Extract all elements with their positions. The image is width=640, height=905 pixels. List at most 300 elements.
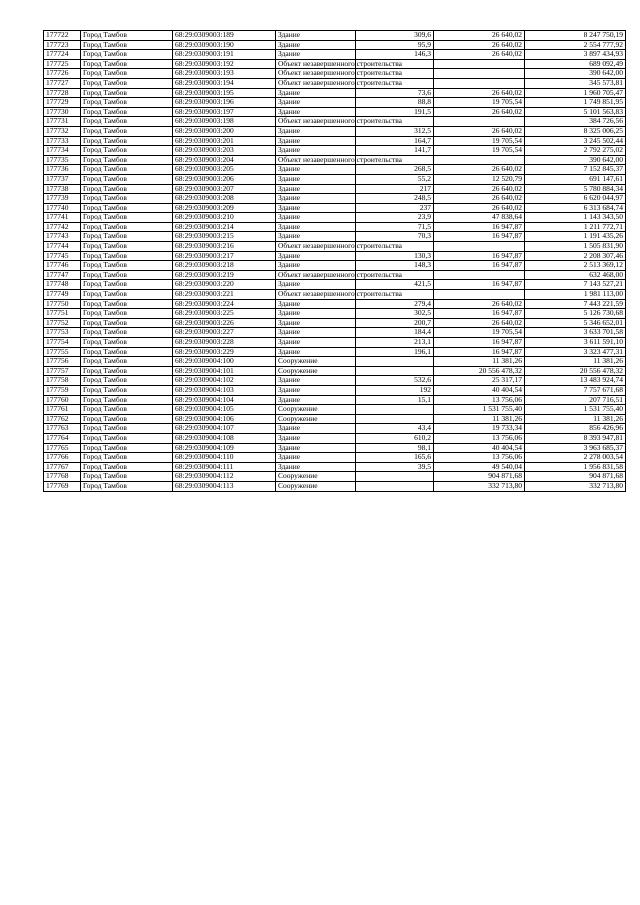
object-area: 98,1	[356, 443, 434, 453]
municipality: Город Тамбов	[81, 309, 173, 319]
municipality: Город Тамбов	[81, 88, 173, 98]
row-number: 177745	[44, 251, 81, 261]
object-type: Здание	[276, 194, 356, 204]
row-number: 177754	[44, 338, 81, 348]
row-number: 177729	[44, 98, 81, 108]
object-area: 95,9	[356, 40, 434, 50]
object-type: Здание	[276, 31, 356, 41]
specific-value: 19 705,54	[434, 136, 525, 146]
row-number: 177761	[44, 405, 81, 415]
cadastral-number: 68:29:0309003:206	[173, 174, 276, 184]
object-area: 71,5	[356, 222, 434, 232]
table-body	[44, 31, 626, 492]
cadastral-number: 68:29:0309003:208	[173, 194, 276, 204]
row-number: 177736	[44, 165, 81, 175]
cadastral-number: 68:29:0309003:200	[173, 126, 276, 136]
cadastral-number: 68:29:0309004:103	[173, 385, 276, 395]
table-row	[44, 184, 626, 194]
table-row	[44, 347, 626, 357]
object-area: 70,3	[356, 232, 434, 242]
row-number: 177728	[44, 88, 81, 98]
cadastral-value: 3 633 701,58	[525, 328, 626, 338]
cadastral-number: 68:29:0309003:214	[173, 222, 276, 232]
object-area	[356, 481, 434, 491]
object-type: Здание	[276, 453, 356, 463]
table-row	[44, 472, 626, 482]
cadastral-number: 68:29:0309003:189	[173, 31, 276, 41]
row-number: 177730	[44, 107, 81, 117]
cadastral-value: 1 191 435,26	[525, 232, 626, 242]
cadastral-value: 8 325 006,25	[525, 126, 626, 136]
specific-value: 11 381,26	[434, 357, 525, 367]
cadastral-value: 8 393 947,81	[525, 433, 626, 443]
object-area: 248,5	[356, 194, 434, 204]
cadastral-value: 632 468,00	[525, 270, 626, 280]
municipality: Город Тамбов	[81, 174, 173, 184]
municipality: Город Тамбов	[81, 232, 173, 242]
row-number: 177751	[44, 309, 81, 319]
specific-value: 47 838,64	[434, 213, 525, 223]
object-type: Здание	[276, 261, 356, 271]
specific-value: 19 705,54	[434, 98, 525, 108]
cadastral-value: 3 323 477,31	[525, 347, 626, 357]
cadastral-number: 68:29:0309003:193	[173, 69, 276, 79]
object-area: 165,6	[356, 453, 434, 463]
row-number: 177724	[44, 50, 81, 60]
cadastral-value: 5 780 884,34	[525, 184, 626, 194]
specific-value	[434, 69, 525, 79]
municipality: Город Тамбов	[81, 357, 173, 367]
object-area: 279,4	[356, 299, 434, 309]
row-number: 177748	[44, 280, 81, 290]
cadastral-value: 691 147,61	[525, 174, 626, 184]
row-number: 177755	[44, 347, 81, 357]
table-row	[44, 299, 626, 309]
row-number: 177749	[44, 290, 81, 300]
object-type: Здание	[276, 203, 356, 213]
specific-value: 332 713,80	[434, 481, 525, 491]
specific-value: 20 556 478,32	[434, 366, 525, 376]
row-number: 177769	[44, 481, 81, 491]
municipality: Город Тамбов	[81, 203, 173, 213]
table-row	[44, 222, 626, 232]
cadastral-number: 68:29:0309004:104	[173, 395, 276, 405]
specific-value: 25 317,17	[434, 376, 525, 386]
object-type: Здание	[276, 146, 356, 156]
row-number: 177740	[44, 203, 81, 213]
object-area: 191,5	[356, 107, 434, 117]
specific-value: 16 947,87	[434, 251, 525, 261]
cadastral-value: 7 143 527,21	[525, 280, 626, 290]
cadastral-value: 20 556 478,32	[525, 366, 626, 376]
object-area: 532,6	[356, 376, 434, 386]
cadastral-value: 2 554 777,92	[525, 40, 626, 50]
cadastral-value: 5 101 563,83	[525, 107, 626, 117]
specific-value: 26 640,02	[434, 299, 525, 309]
cadastral-value: 7 443 221,59	[525, 299, 626, 309]
cadastral-number: 68:29:0309003:197	[173, 107, 276, 117]
table-row	[44, 405, 626, 415]
object-type: Здание	[276, 88, 356, 98]
row-number: 177762	[44, 414, 81, 424]
cadastral-number: 68:29:0309003:210	[173, 213, 276, 223]
object-type: Объект незавершенного строительства	[276, 242, 356, 252]
row-number: 177750	[44, 299, 81, 309]
object-area: 164,7	[356, 136, 434, 146]
cadastral-number: 68:29:0309004:105	[173, 405, 276, 415]
object-area: 39,5	[356, 462, 434, 472]
cadastral-number: 68:29:0309003:205	[173, 165, 276, 175]
object-type: Объект незавершенного строительства	[276, 290, 356, 300]
object-type: Объект незавершенного строительства	[276, 69, 356, 79]
table-row	[44, 453, 626, 463]
object-area: 148,3	[356, 261, 434, 271]
specific-value: 13 756,06	[434, 395, 525, 405]
cadastral-number: 68:29:0309004:101	[173, 366, 276, 376]
cadastral-value: 3 611 591,10	[525, 338, 626, 348]
municipality: Город Тамбов	[81, 146, 173, 156]
cadastral-value: 1 956 831,58	[525, 462, 626, 472]
table-row	[44, 270, 626, 280]
object-type: Здание	[276, 338, 356, 348]
object-type: Здание	[276, 376, 356, 386]
cadastral-value: 1 531 755,40	[525, 405, 626, 415]
municipality: Город Тамбов	[81, 40, 173, 50]
specific-value: 26 640,02	[434, 31, 525, 41]
row-number: 177727	[44, 78, 81, 88]
cadastral-number: 68:29:0309004:109	[173, 443, 276, 453]
table-row	[44, 443, 626, 453]
object-area: 309,6	[356, 31, 434, 41]
row-number: 177758	[44, 376, 81, 386]
specific-value: 16 947,87	[434, 309, 525, 319]
object-type: Здание	[276, 222, 356, 232]
municipality: Город Тамбов	[81, 184, 173, 194]
row-number: 177759	[44, 385, 81, 395]
row-number: 177738	[44, 184, 81, 194]
table-row	[44, 366, 626, 376]
cadastral-number: 68:29:0309004:111	[173, 462, 276, 472]
municipality: Город Тамбов	[81, 213, 173, 223]
object-area: 302,5	[356, 309, 434, 319]
cadastral-number: 68:29:0309004:113	[173, 481, 276, 491]
municipality: Город Тамбов	[81, 424, 173, 434]
specific-value: 19 733,34	[434, 424, 525, 434]
row-number: 177735	[44, 155, 81, 165]
municipality: Город Тамбов	[81, 59, 173, 69]
table-row	[44, 194, 626, 204]
cadastral-number: 68:29:0309003:204	[173, 155, 276, 165]
object-type: Здание	[276, 126, 356, 136]
cadastral-value: 207 716,51	[525, 395, 626, 405]
object-area: 55,2	[356, 174, 434, 184]
table-row	[44, 174, 626, 184]
table-row	[44, 462, 626, 472]
object-area: 213,1	[356, 338, 434, 348]
municipality: Город Тамбов	[81, 222, 173, 232]
municipality: Город Тамбов	[81, 31, 173, 41]
row-number: 177767	[44, 462, 81, 472]
object-type: Сооружение	[276, 472, 356, 482]
row-number: 177732	[44, 126, 81, 136]
cadastral-value: 2 208 307,46	[525, 251, 626, 261]
row-number: 177752	[44, 318, 81, 328]
cadastral-number: 68:29:0309003:225	[173, 309, 276, 319]
cadastral-value: 689 092,49	[525, 59, 626, 69]
object-area: 184,4	[356, 328, 434, 338]
object-type: Здание	[276, 174, 356, 184]
municipality: Город Тамбов	[81, 117, 173, 127]
row-number: 177741	[44, 213, 81, 223]
object-area: 146,3	[356, 50, 434, 60]
object-area: 312,5	[356, 126, 434, 136]
cadastral-number: 68:29:0309003:195	[173, 88, 276, 98]
municipality: Город Тамбов	[81, 165, 173, 175]
table-row	[44, 309, 626, 319]
municipality: Город Тамбов	[81, 462, 173, 472]
cadastral-number: 68:29:0309004:106	[173, 414, 276, 424]
municipality: Город Тамбов	[81, 433, 173, 443]
municipality: Город Тамбов	[81, 472, 173, 482]
object-type: Здание	[276, 98, 356, 108]
row-number: 177768	[44, 472, 81, 482]
table-row	[44, 433, 626, 443]
row-number: 177764	[44, 433, 81, 443]
object-area: 43,4	[356, 424, 434, 434]
specific-value: 26 640,02	[434, 40, 525, 50]
cadastral-number: 68:29:0309003:229	[173, 347, 276, 357]
municipality: Город Тамбов	[81, 126, 173, 136]
specific-value	[434, 59, 525, 69]
object-type: Здание	[276, 136, 356, 146]
cadastral-value: 7 757 671,68	[525, 385, 626, 395]
table-row	[44, 31, 626, 41]
cadastral-value: 1 749 851,95	[525, 98, 626, 108]
municipality: Город Тамбов	[81, 385, 173, 395]
object-type: Здание	[276, 299, 356, 309]
object-type: Здание	[276, 165, 356, 175]
cadastral-value: 3 963 685,37	[525, 443, 626, 453]
specific-value: 16 947,87	[434, 280, 525, 290]
cadastral-value: 345 573,81	[525, 78, 626, 88]
cadastral-number: 68:29:0309003:190	[173, 40, 276, 50]
row-number: 177747	[44, 270, 81, 280]
row-number: 177756	[44, 357, 81, 367]
cadastral-value: 6 620 044,97	[525, 194, 626, 204]
specific-value: 26 640,02	[434, 165, 525, 175]
cadastral-value: 1 211 772,71	[525, 222, 626, 232]
object-area: 610,2	[356, 433, 434, 443]
row-number: 177765	[44, 443, 81, 453]
table-row	[44, 251, 626, 261]
object-type: Здание	[276, 318, 356, 328]
municipality: Город Тамбов	[81, 78, 173, 88]
table-row	[44, 395, 626, 405]
row-number: 177742	[44, 222, 81, 232]
object-type: Здание	[276, 251, 356, 261]
cadastral-value: 6 313 684,74	[525, 203, 626, 213]
row-number: 177737	[44, 174, 81, 184]
object-area: 88,8	[356, 98, 434, 108]
municipality: Город Тамбов	[81, 443, 173, 453]
cadastral-number: 68:29:0309003:194	[173, 78, 276, 88]
table-row	[44, 242, 626, 252]
cadastral-number: 68:29:0309003:215	[173, 232, 276, 242]
municipality: Город Тамбов	[81, 280, 173, 290]
cadastral-number: 68:29:0309003:220	[173, 280, 276, 290]
table-row	[44, 40, 626, 50]
municipality: Город Тамбов	[81, 481, 173, 491]
specific-value: 13 756,06	[434, 453, 525, 463]
municipality: Город Тамбов	[81, 347, 173, 357]
cadastral-value: 2 278 003,54	[525, 453, 626, 463]
row-number: 177746	[44, 261, 81, 271]
specific-value: 26 640,02	[434, 126, 525, 136]
row-number: 177725	[44, 59, 81, 69]
municipality: Город Тамбов	[81, 405, 173, 415]
object-type: Здание	[276, 309, 356, 319]
specific-value: 16 947,87	[434, 347, 525, 357]
row-number: 177757	[44, 366, 81, 376]
specific-value: 26 640,02	[434, 194, 525, 204]
object-type: Сооружение	[276, 481, 356, 491]
specific-value: 40 404,54	[434, 385, 525, 395]
cadastral-number: 68:29:0309003:217	[173, 251, 276, 261]
cadastral-value-table	[43, 30, 626, 492]
cadastral-number: 68:29:0309004:100	[173, 357, 276, 367]
cadastral-value: 390 642,00	[525, 155, 626, 165]
cadastral-number: 68:29:0309004:108	[173, 433, 276, 443]
cadastral-value: 384 726,56	[525, 117, 626, 127]
cadastral-number: 68:29:0309003:218	[173, 261, 276, 271]
row-number: 177753	[44, 328, 81, 338]
object-type: Здание	[276, 433, 356, 443]
cadastral-value: 2 513 369,12	[525, 261, 626, 271]
municipality: Город Тамбов	[81, 376, 173, 386]
object-type: Здание	[276, 462, 356, 472]
municipality: Город Тамбов	[81, 328, 173, 338]
table-row	[44, 126, 626, 136]
cadastral-value: 1 143 343,50	[525, 213, 626, 223]
object-area	[356, 357, 434, 367]
row-number: 177743	[44, 232, 81, 242]
object-type: Здание	[276, 107, 356, 117]
object-type: Здание	[276, 328, 356, 338]
object-type: Сооружение	[276, 366, 356, 376]
cadastral-value: 3 897 434,93	[525, 50, 626, 60]
table-row	[44, 481, 626, 491]
specific-value: 16 947,87	[434, 261, 525, 271]
table-row	[44, 155, 626, 165]
row-number: 177763	[44, 424, 81, 434]
cadastral-number: 68:29:0309003:203	[173, 146, 276, 156]
specific-value: 1 531 755,40	[434, 405, 525, 415]
cadastral-value: 390 642,00	[525, 69, 626, 79]
specific-value: 19 705,54	[434, 146, 525, 156]
object-type: Здание	[276, 50, 356, 60]
object-type: Объект незавершенного строительства	[276, 155, 356, 165]
object-type: Здание	[276, 347, 356, 357]
object-area: 141,7	[356, 146, 434, 156]
cadastral-value: 856 426,96	[525, 424, 626, 434]
cadastral-number: 68:29:0309004:102	[173, 376, 276, 386]
row-number: 177739	[44, 194, 81, 204]
object-area: 237	[356, 203, 434, 213]
cadastral-number: 68:29:0309003:192	[173, 59, 276, 69]
object-type: Здание	[276, 385, 356, 395]
cadastral-number: 68:29:0309003:198	[173, 117, 276, 127]
table-row	[44, 98, 626, 108]
municipality: Город Тамбов	[81, 242, 173, 252]
cadastral-number: 68:29:0309003:226	[173, 318, 276, 328]
row-number: 177731	[44, 117, 81, 127]
table-row	[44, 261, 626, 271]
municipality: Город Тамбов	[81, 366, 173, 376]
object-area: 200,7	[356, 318, 434, 328]
object-type: Сооружение	[276, 405, 356, 415]
municipality: Город Тамбов	[81, 107, 173, 117]
municipality: Город Тамбов	[81, 395, 173, 405]
specific-value	[434, 242, 525, 252]
specific-value: 13 756,06	[434, 433, 525, 443]
cadastral-number: 68:29:0309003:196	[173, 98, 276, 108]
specific-value	[434, 78, 525, 88]
cadastral-value: 13 483 924,74	[525, 376, 626, 386]
object-area: 217	[356, 184, 434, 194]
specific-value: 40 404,54	[434, 443, 525, 453]
specific-value: 26 640,02	[434, 107, 525, 117]
table-row	[44, 424, 626, 434]
cadastral-value: 7 152 845,37	[525, 165, 626, 175]
specific-value: 904 871,68	[434, 472, 525, 482]
cadastral-number: 68:29:0309003:207	[173, 184, 276, 194]
object-area: 421,5	[356, 280, 434, 290]
municipality: Город Тамбов	[81, 261, 173, 271]
specific-value: 26 640,02	[434, 184, 525, 194]
table-row	[44, 357, 626, 367]
municipality: Город Тамбов	[81, 155, 173, 165]
object-type: Объект незавершенного строительства	[276, 270, 356, 280]
cadastral-value: 5 126 730,68	[525, 309, 626, 319]
object-type: Объект незавершенного строительства	[276, 117, 356, 127]
specific-value: 16 947,87	[434, 338, 525, 348]
object-area: 192	[356, 385, 434, 395]
object-type: Сооружение	[276, 357, 356, 367]
object-area: 196,1	[356, 347, 434, 357]
cadastral-number: 68:29:0309003:227	[173, 328, 276, 338]
municipality: Город Тамбов	[81, 270, 173, 280]
cadastral-number: 68:29:0309004:110	[173, 453, 276, 463]
cadastral-number: 68:29:0309003:201	[173, 136, 276, 146]
table-row	[44, 146, 626, 156]
specific-value: 16 947,87	[434, 232, 525, 242]
municipality: Город Тамбов	[81, 290, 173, 300]
cadastral-value-sheet	[43, 30, 625, 492]
cadastral-value: 2 792 275,02	[525, 146, 626, 156]
table-row	[44, 376, 626, 386]
table-row	[44, 290, 626, 300]
municipality: Город Тамбов	[81, 194, 173, 204]
specific-value	[434, 290, 525, 300]
row-number: 177733	[44, 136, 81, 146]
object-area: 268,5	[356, 165, 434, 175]
object-area	[356, 405, 434, 415]
cadastral-number: 68:29:0309003:224	[173, 299, 276, 309]
specific-value: 12 520,79	[434, 174, 525, 184]
object-type: Здание	[276, 443, 356, 453]
object-type: Здание	[276, 424, 356, 434]
object-area: 15,1	[356, 395, 434, 405]
